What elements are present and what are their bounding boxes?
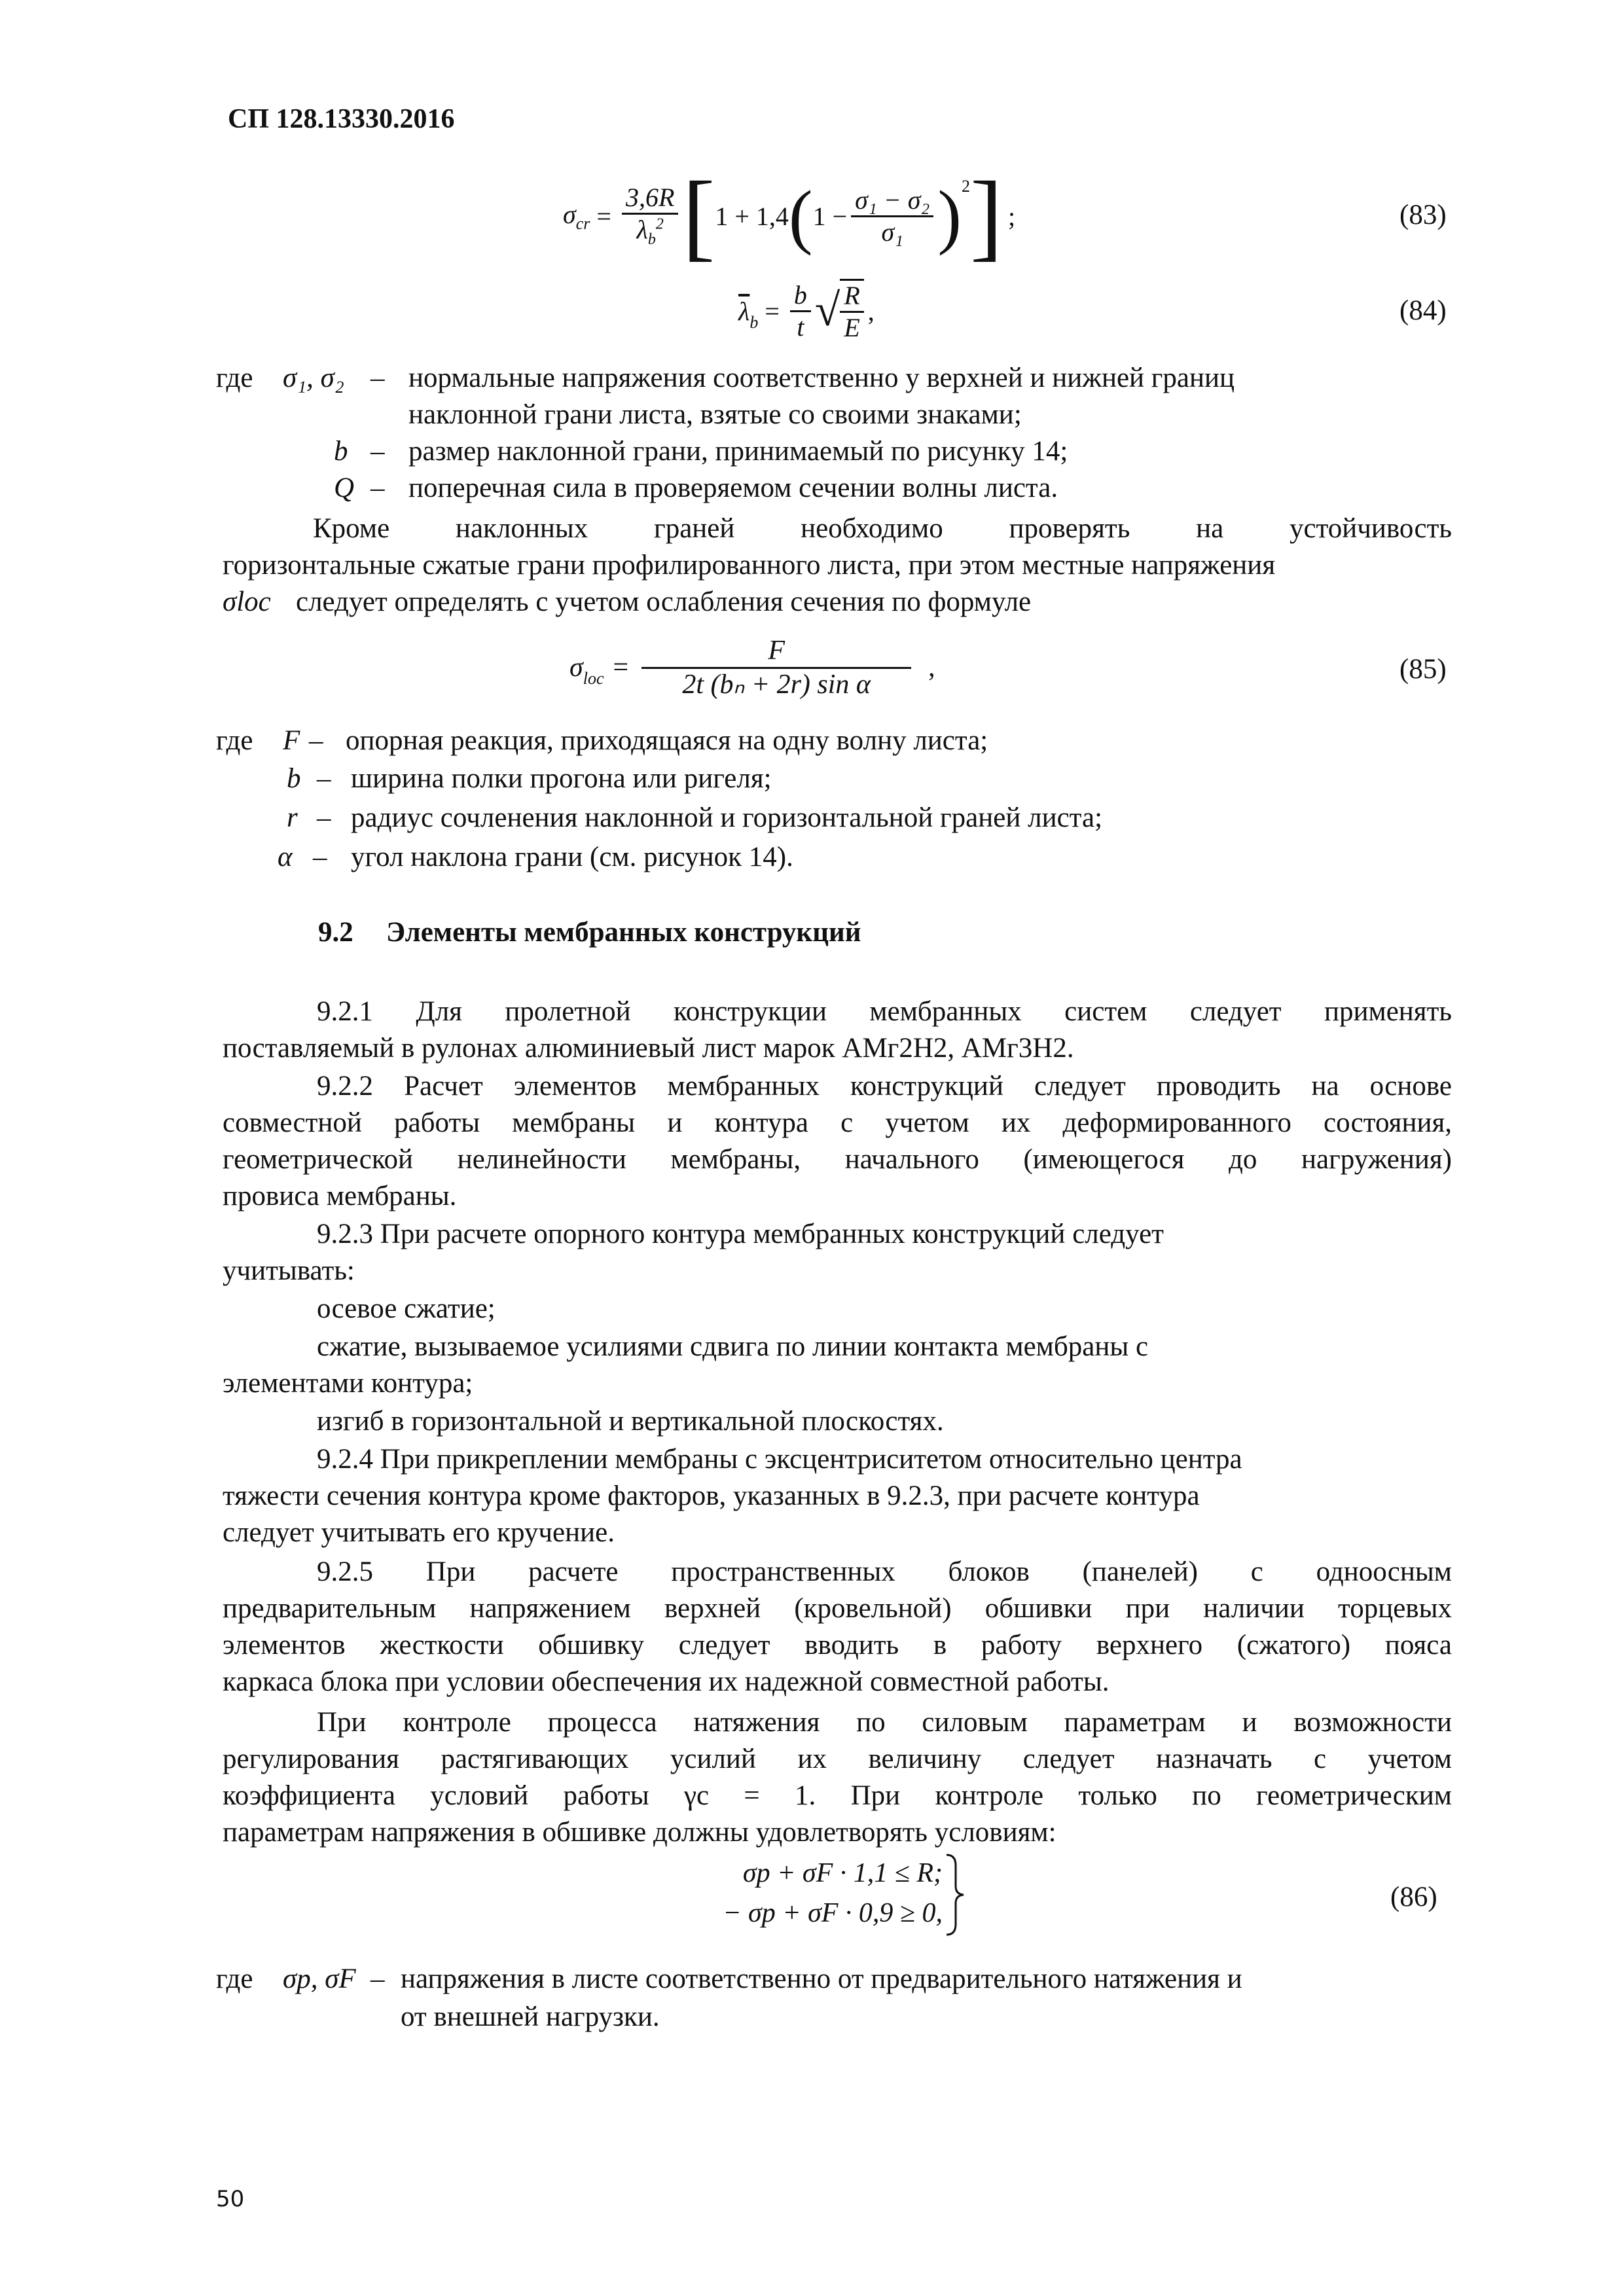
defs1-dash2: –	[370, 436, 385, 467]
equation-83: $\sigma_{cr}$ = $\frac{3,6R}{\lambda_b^2}$ [ 1 + 1,4 ( 1 − $\frac{\text{σ₁ − σ₂}}{\text{σ₁}}$ ) $^2$ ] ;	[563, 162, 1016, 270]
defs1-dash1: –	[370, 363, 385, 393]
defs2-where: где	[216, 725, 253, 756]
p921-line2: поставляемый в рулонах алюминиевый лист марок АМг2Н2, АМг3Н2.	[223, 1033, 1074, 1064]
equation-86-number: (86)	[1390, 1882, 1437, 1912]
p921-line1: 9.2.1 Для пролетной конструкции мембранных систем следует применять	[317, 996, 1452, 1027]
equation-84: $\overline{\lambda}$ $_b$ = $\frac{b}{t}$ √ $\frac{R}{E}$ ,	[738, 279, 875, 342]
p922-line4: провиса мембраны.	[223, 1181, 457, 1211]
p924-line1: 9.2.4 При прикреплении мембраны с эксцентриситетом относительно центра	[317, 1444, 1242, 1475]
para1-sym: σloc	[223, 586, 271, 617]
eq83-inner-b: 1 −	[812, 201, 848, 231]
eq83-power: 2	[962, 177, 971, 196]
defs2-sym2: b	[287, 763, 301, 794]
eq83-lhs-sub: cr	[575, 213, 590, 233]
p923-line1: 9.2.3 При расчете опорного контура мембранных конструкций следует	[317, 1219, 1164, 1249]
eq83-inner-a: 1 + 1,4	[715, 201, 789, 231]
p923-line2: учитывать:	[223, 1255, 355, 1286]
defs1-sym1: σ₁, σ₂	[283, 363, 344, 393]
equation-85: σ $_{loc}$ = $\frac{F}{\text{2t (bₙ + 2r) sin α}}$ ,	[569, 636, 935, 700]
defs1-dash3: –	[370, 473, 385, 503]
defs2-text2: ширина полки прогона или ригеля;	[351, 763, 772, 794]
para1-line1: Кроме наклонных граней необходимо проверять на устойчивость	[313, 513, 1452, 544]
p924-line3: следует учитывать его кручение.	[223, 1517, 615, 1548]
defs3-dash: –	[370, 1964, 385, 1994]
p924-line2: тяжести сечения контура кроме факторов, указанных в 9.2.3, при расчете контура	[223, 1480, 1200, 1511]
eq85-lhs-sub: loc	[583, 669, 604, 688]
eq86-row1: σp + σF · 1,1 ≤ R;	[742, 1858, 943, 1888]
p923-item3: изгиб в горизонтальной и вертикальной плоскостях.	[317, 1406, 944, 1437]
page-number: 50	[216, 2186, 245, 2212]
section-title: Элементы мембранных конструкций	[386, 917, 861, 948]
eq83-frac-den: σ₁	[881, 217, 904, 247]
p922-line1: 9.2.2 Расчет элементов мембранных конструкций следует проводить на основе	[317, 1071, 1452, 1102]
p926-line2: регулирования растягивающих усилий их величину следует назначать с учетом	[223, 1744, 1452, 1774]
eq83-lhs: σ	[563, 199, 576, 229]
defs2-dash3: –	[317, 802, 331, 833]
defs2-dash1: –	[309, 725, 323, 756]
eq83-lambda: λ	[636, 215, 648, 245]
eq83-lambda-sub: b	[647, 231, 656, 249]
eq85-lhs: σ	[569, 653, 583, 683]
defs2-sym4: α	[278, 842, 293, 872]
defs2-dash2: –	[317, 763, 331, 794]
para1-line2: горизонтальные сжатые грани профилированного листа, при этом местные напряжения	[223, 550, 1276, 581]
defs2-sym1: F	[283, 725, 300, 756]
eq85-tail: ,	[928, 653, 935, 683]
eq86-row2: − σp + σF · 0,9 ≥ 0,	[723, 1897, 943, 1928]
p923-item2a: сжатие, вызываемое усилиями сдвига по линии контакта мембраны с	[317, 1331, 1149, 1362]
defs3-text2: от внешней нагрузки.	[401, 2001, 660, 2032]
eq86-brace	[943, 1852, 969, 1937]
defs1-text1b: наклонной грани листа, взятые со своими знаками;	[408, 399, 1022, 430]
defs2-text1: опорная реакция, приходящаяся на одну волну листа;	[346, 725, 988, 756]
eq85-num: F	[641, 635, 911, 668]
defs3-sym: σp, σF	[283, 1964, 356, 1994]
eq84-den: t	[797, 312, 804, 342]
defs2-sym3: r	[287, 802, 298, 833]
eq84-sqrt-num: R	[840, 281, 863, 313]
eq84-num: b	[790, 280, 811, 312]
equation-85-number: (85)	[1399, 654, 1447, 685]
equation-86	[655, 1854, 943, 1933]
eq83-lambda-sup: 2	[655, 215, 664, 233]
defs1-text2: размер наклонной грани, принимаемый по рисунку 14;	[408, 436, 1068, 467]
eq84-sqrt-den: E	[844, 313, 860, 342]
defs1-text1a: нормальные напряжения соответственно у верхней и нижней границ	[408, 363, 1235, 393]
p925-line2: предварительным напряжением верхней (кровельной) обшивки при наличии торцевых	[223, 1593, 1452, 1624]
defs1-where: где	[216, 363, 253, 393]
eq84-lhs-sub: b	[749, 313, 759, 332]
defs1-sym3: Q	[334, 473, 355, 503]
p923-item2b: элементами контура;	[223, 1368, 473, 1399]
equation-83-number: (83)	[1399, 200, 1447, 230]
p926-line3: коэффициента условий работы γc = 1. При контроле только по геометрическим	[223, 1780, 1452, 1811]
defs2-dash4: –	[313, 842, 327, 872]
defs2-text4: угол наклона грани (см. рисунок 14).	[351, 842, 793, 872]
p923-item1: осевое сжатие;	[317, 1293, 496, 1324]
p922-line3: геометрической нелинейности мембраны, начального (имеющегося до нагружения)	[223, 1144, 1452, 1175]
document-code: СП 128.13330.2016	[228, 104, 455, 134]
p925-line3: элементов жесткости обшивку следует вводить в работу верхнего (сжатого) пояса	[223, 1630, 1452, 1660]
defs1-sym2: b	[334, 436, 348, 467]
para1-line3: следует определять с учетом ослабления сечения по формуле	[296, 586, 1032, 617]
p926-line4: параметрам напряжения в обшивке должны удовлетворять условиям:	[223, 1817, 1056, 1848]
eq85-den: 2t (bₙ + 2r) sin α	[682, 669, 871, 700]
defs3-where: где	[216, 1964, 253, 1994]
section-number: 9.2	[318, 917, 353, 948]
eq83-coef: 3,6R	[622, 183, 678, 215]
eq83-tail: ;	[1007, 201, 1016, 231]
defs1-text3: поперечная сила в проверяемом сечении волны листа.	[408, 473, 1058, 503]
equation-84-number: (84)	[1399, 295, 1447, 326]
p926-line1: При контроле процесса натяжения по силовым параметрам и возможности	[317, 1707, 1452, 1738]
eq84-tail: ,	[867, 296, 875, 326]
eq83-frac-num: σ₁ − σ₂	[851, 185, 933, 217]
p922-line2: совместной работы мембраны и контура с учетом их деформированного состояния,	[223, 1107, 1452, 1138]
p925-line1: 9.2.5 При расчете пространственных блоков (панелей) с одноосным	[317, 1556, 1452, 1587]
defs3-text1: напряжения в листе соответственно от предварительного натяжения и	[401, 1964, 1242, 1994]
eq84-lhs: $\overline{\lambda}$	[738, 296, 750, 326]
p925-line4: каркаса блока при условии обеспечения их надежной совместной работы.	[223, 1666, 1110, 1697]
defs2-text3: радиус сочленения наклонной и горизонтальной граней листа;	[351, 802, 1103, 833]
